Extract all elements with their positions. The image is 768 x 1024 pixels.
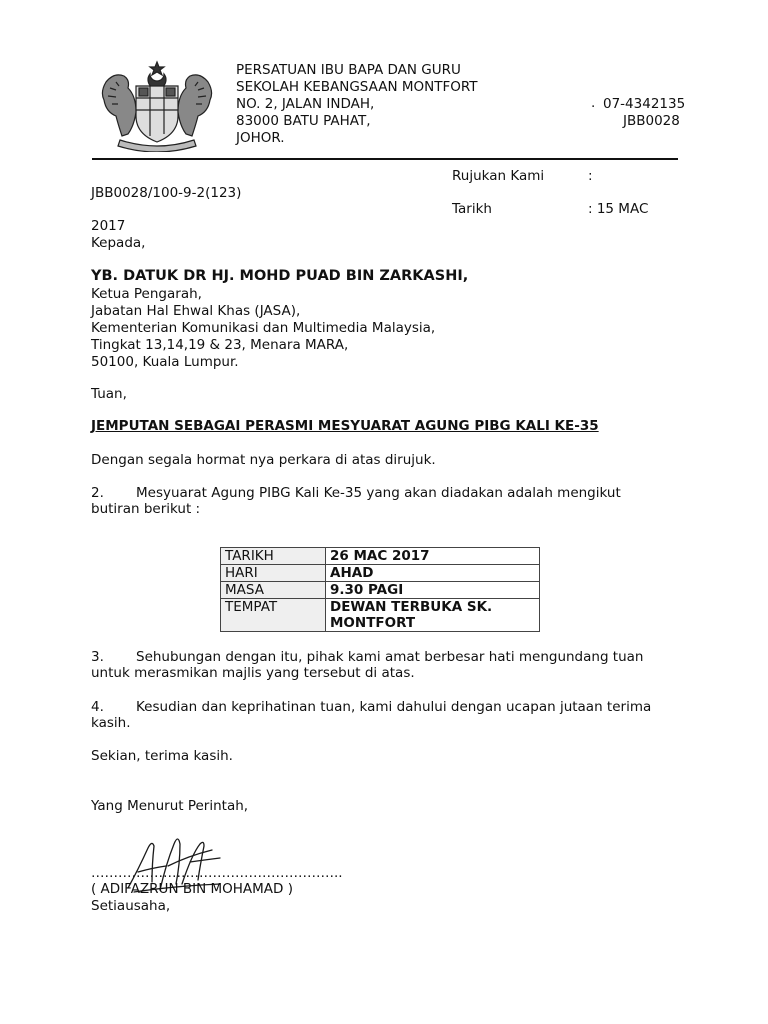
date-label: Tarikh [452,201,492,217]
table-cell-label: MASA [221,582,326,599]
signatory-name: ( ADIFAZRUN BIN MOHAMAD ) [91,881,293,897]
letterhead-school-name: SEKOLAH KEBANGSAAN MONTFORT [236,79,478,95]
letterhead-org-name: PERSATUAN IBU BAPA DAN GURU [236,62,461,78]
letterhead-phone: 07-4342135 [603,96,686,112]
signature-line: ……………………………………………….. [91,865,343,881]
signoff-phrase: Yang Menurut Perintah, [91,798,249,814]
coat-of-arms-logo [98,60,216,152]
recipient-address-line: Tingkat 13,14,19 & 23, Menara MARA, [91,337,349,353]
header-divider [92,158,678,160]
table-cell-label: HARI [221,565,326,582]
table-cell-value: 9.30 PAGI [326,582,540,599]
recipient-address-line: Jabatan Hal Ehwal Khas (JASA), [91,303,301,319]
paragraph-2-line: Mesyuarat Agung PIBG Kali Ke-35 yang akan diadakan adalah mengikut [136,485,621,501]
table-row [221,548,540,565]
table-row [221,599,540,632]
recipient-address-line: 50100, Kuala Lumpur. [91,354,239,370]
date-year: 2017 [91,218,126,234]
recipient-to: Kepada, [91,235,146,251]
paragraph-1: Dengan segala hormat nya perkara di atas dirujuk. [91,452,436,468]
paragraph-2-number: 2. [91,485,104,501]
table-row [221,582,540,599]
paragraph-3-line: Sehubungan dengan itu, pihak kami amat berbesar hati mengundang tuan [136,649,644,665]
ref-label: Rujukan Kami [452,168,545,184]
table-cell-value: DEWAN TERBUKA SK. MONTFORT [326,599,540,632]
date-value: : 15 MAC [588,201,649,217]
table-cell-value: 26 MAC 2017 [326,548,540,565]
paragraph-4-line: Kesudian dan keprihatinan tuan, kami dahului dengan ucapan jutaan terima [136,699,652,715]
paragraph-3-number: 3. [91,649,104,665]
paragraph-3-line: untuk merasmikan majlis yang tersebut di atas. [91,665,415,681]
event-details-table [220,547,540,632]
letterhead-address-line: 83000 BATU PAHAT, [236,113,371,129]
ref-colon: : [588,168,593,184]
ref-number: JBB0028/100-9-2(123) [91,185,242,201]
recipient-address [91,286,435,371]
table-row [221,565,540,582]
letterhead-address-line: JOHOR. [236,130,285,146]
recipient-address-line: Kementerian Komunikasi dan Multimedia Malaysia, [91,320,436,336]
letterhead [236,62,478,147]
paragraph-2-line: butiran berikut : [91,501,201,517]
recipient-name: YB. DATUK DR HJ. MOHD PUAD BIN ZARKASHI, [91,268,469,284]
letterhead-address-line: NO. 2, JALAN INDAH, [236,96,375,112]
closing-remark: Sekian, terima kasih. [91,748,233,764]
paragraph-4-line: kasih. [91,715,131,731]
table-cell-value: AHAD [326,565,540,582]
letterhead-school-code: JBB0028 [623,113,680,129]
greeting: Tuan, [91,386,127,402]
recipient-address-line: Ketua Pengarah, [91,286,202,302]
table-cell-label: TEMPAT [221,599,326,632]
table-cell-label: TARIKH [221,548,326,565]
letterhead-bullet: . [591,95,596,111]
letter-subject: JEMPUTAN SEBAGAI PERASMI MESYUARAT AGUNG PIBG KALI KE-35 [91,418,599,434]
signatory-title: Setiausaha, [91,898,171,914]
paragraph-4-number: 4. [91,699,104,715]
